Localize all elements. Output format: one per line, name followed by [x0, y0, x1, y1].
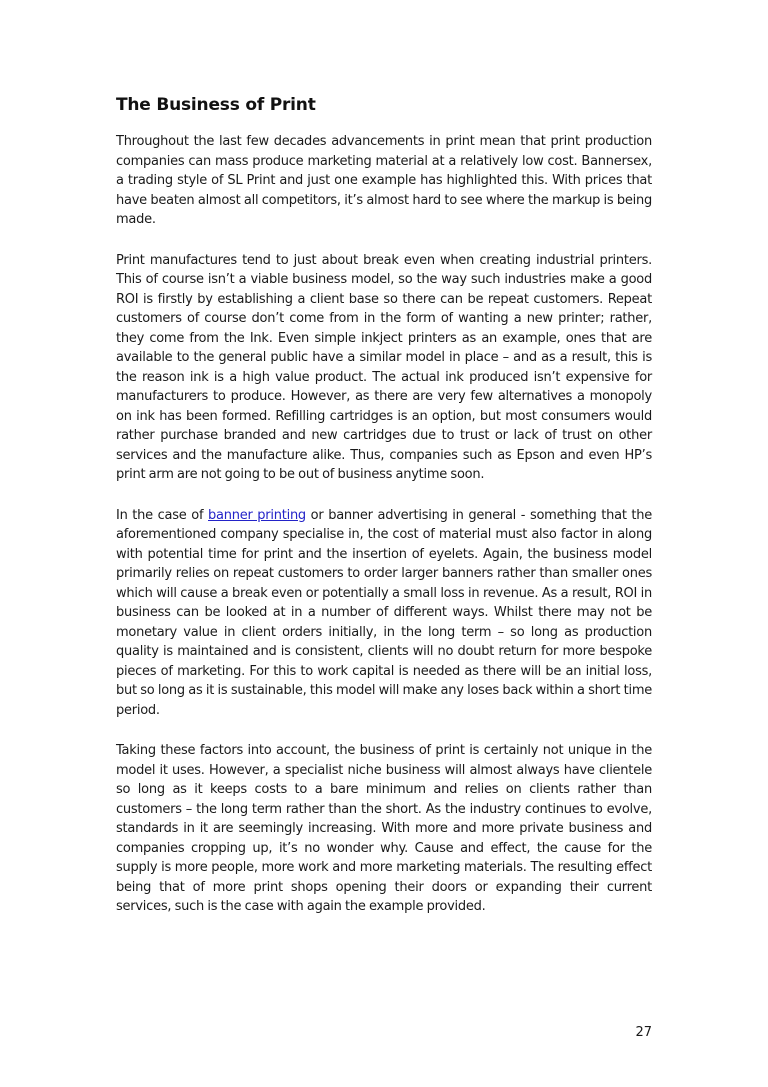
- paragraph-3: [116, 506, 652, 721]
- paragraph-3-lead-text: In the case of: [116, 507, 209, 523]
- banner-printing-link[interactable]: banner printing: [208, 507, 306, 523]
- paragraph-2: Print manufactures tend to just about break even when creating industrial printers. This of course isn’t a viable business model, so the way such industries make a good ROI is firstly by establishing a client base so there can be repeat customers. Repeat customers of course don’t come from in the form of wanting a new printer; rather, they come from the Ink. Even simple inkject printers as an example, ones that are available to the general public have a similar model in place – and as a result, this is the reason ink is a high value product. The actual ink produced isn’t expensive for manufacturers to produce. However, as there are very few alternatives a monopoly on ink has been formed. Refilling cartridges is an option, but most consumers would rather purchase branded and new cartridges due to trust or lack of trust on other services and the manufacture alike. Thus, companies such as Epson and even HP’s print arm are not going to be out of business anytime soon.: [116, 252, 652, 482]
- page-title: The Business of Print: [116, 95, 316, 115]
- paragraph-1: Throughout the last few decades advancements in print mean that print production companies can mass produce marketing material at a relatively low cost. Bannersex, a trading style of SL Print and just one example has highlighted this. With prices that have beaten almost all competitors, it’s almost hard to see where the markup is being made.: [116, 134, 652, 227]
- paragraph-4: Taking these factors into account, the business of print is certainly not unique in the model it uses. However, a specialist niche business will almost always have clientele so long as it keeps costs to a bare minimum and relies on clients rather than customers – the long term rather than the short. As the industry continues to evolve, standards in it are seemingly increasing. With more and more private business and companies cropping up, it’s no wonder why. Cause and effect, the cause for the supply is more people, more work and more marketing materials. The resulting effect being that of more print shops opening their doors or expanding their current services, such is the case with again the example provided.: [116, 743, 652, 914]
- paragraph-3-body-text: or banner advertising in general - something that the aforementioned company specialise in, the cost of material must also factor in along with potential time for print and the insertion of eyelets. Again, the business model primarily relies on repeat customers to order larger banners rather than smaller ones which will cause a break even or potentially a small loss in revenue. As a result, ROI in business can be looked at in a number of different ways. Whilst there may not be monetary value in client orders initially, in the long term – so long as production quality is maintained and is consistent, clients will no doubt return for more bespoke pieces of marketing. For this to work capital is needed as there will be an initial loss, but so long as it is sustainable, this model will make any loses back within a short time period.: [116, 507, 652, 718]
- page-number: 27: [635, 1025, 652, 1040]
- page-content: [116, 94, 652, 938]
